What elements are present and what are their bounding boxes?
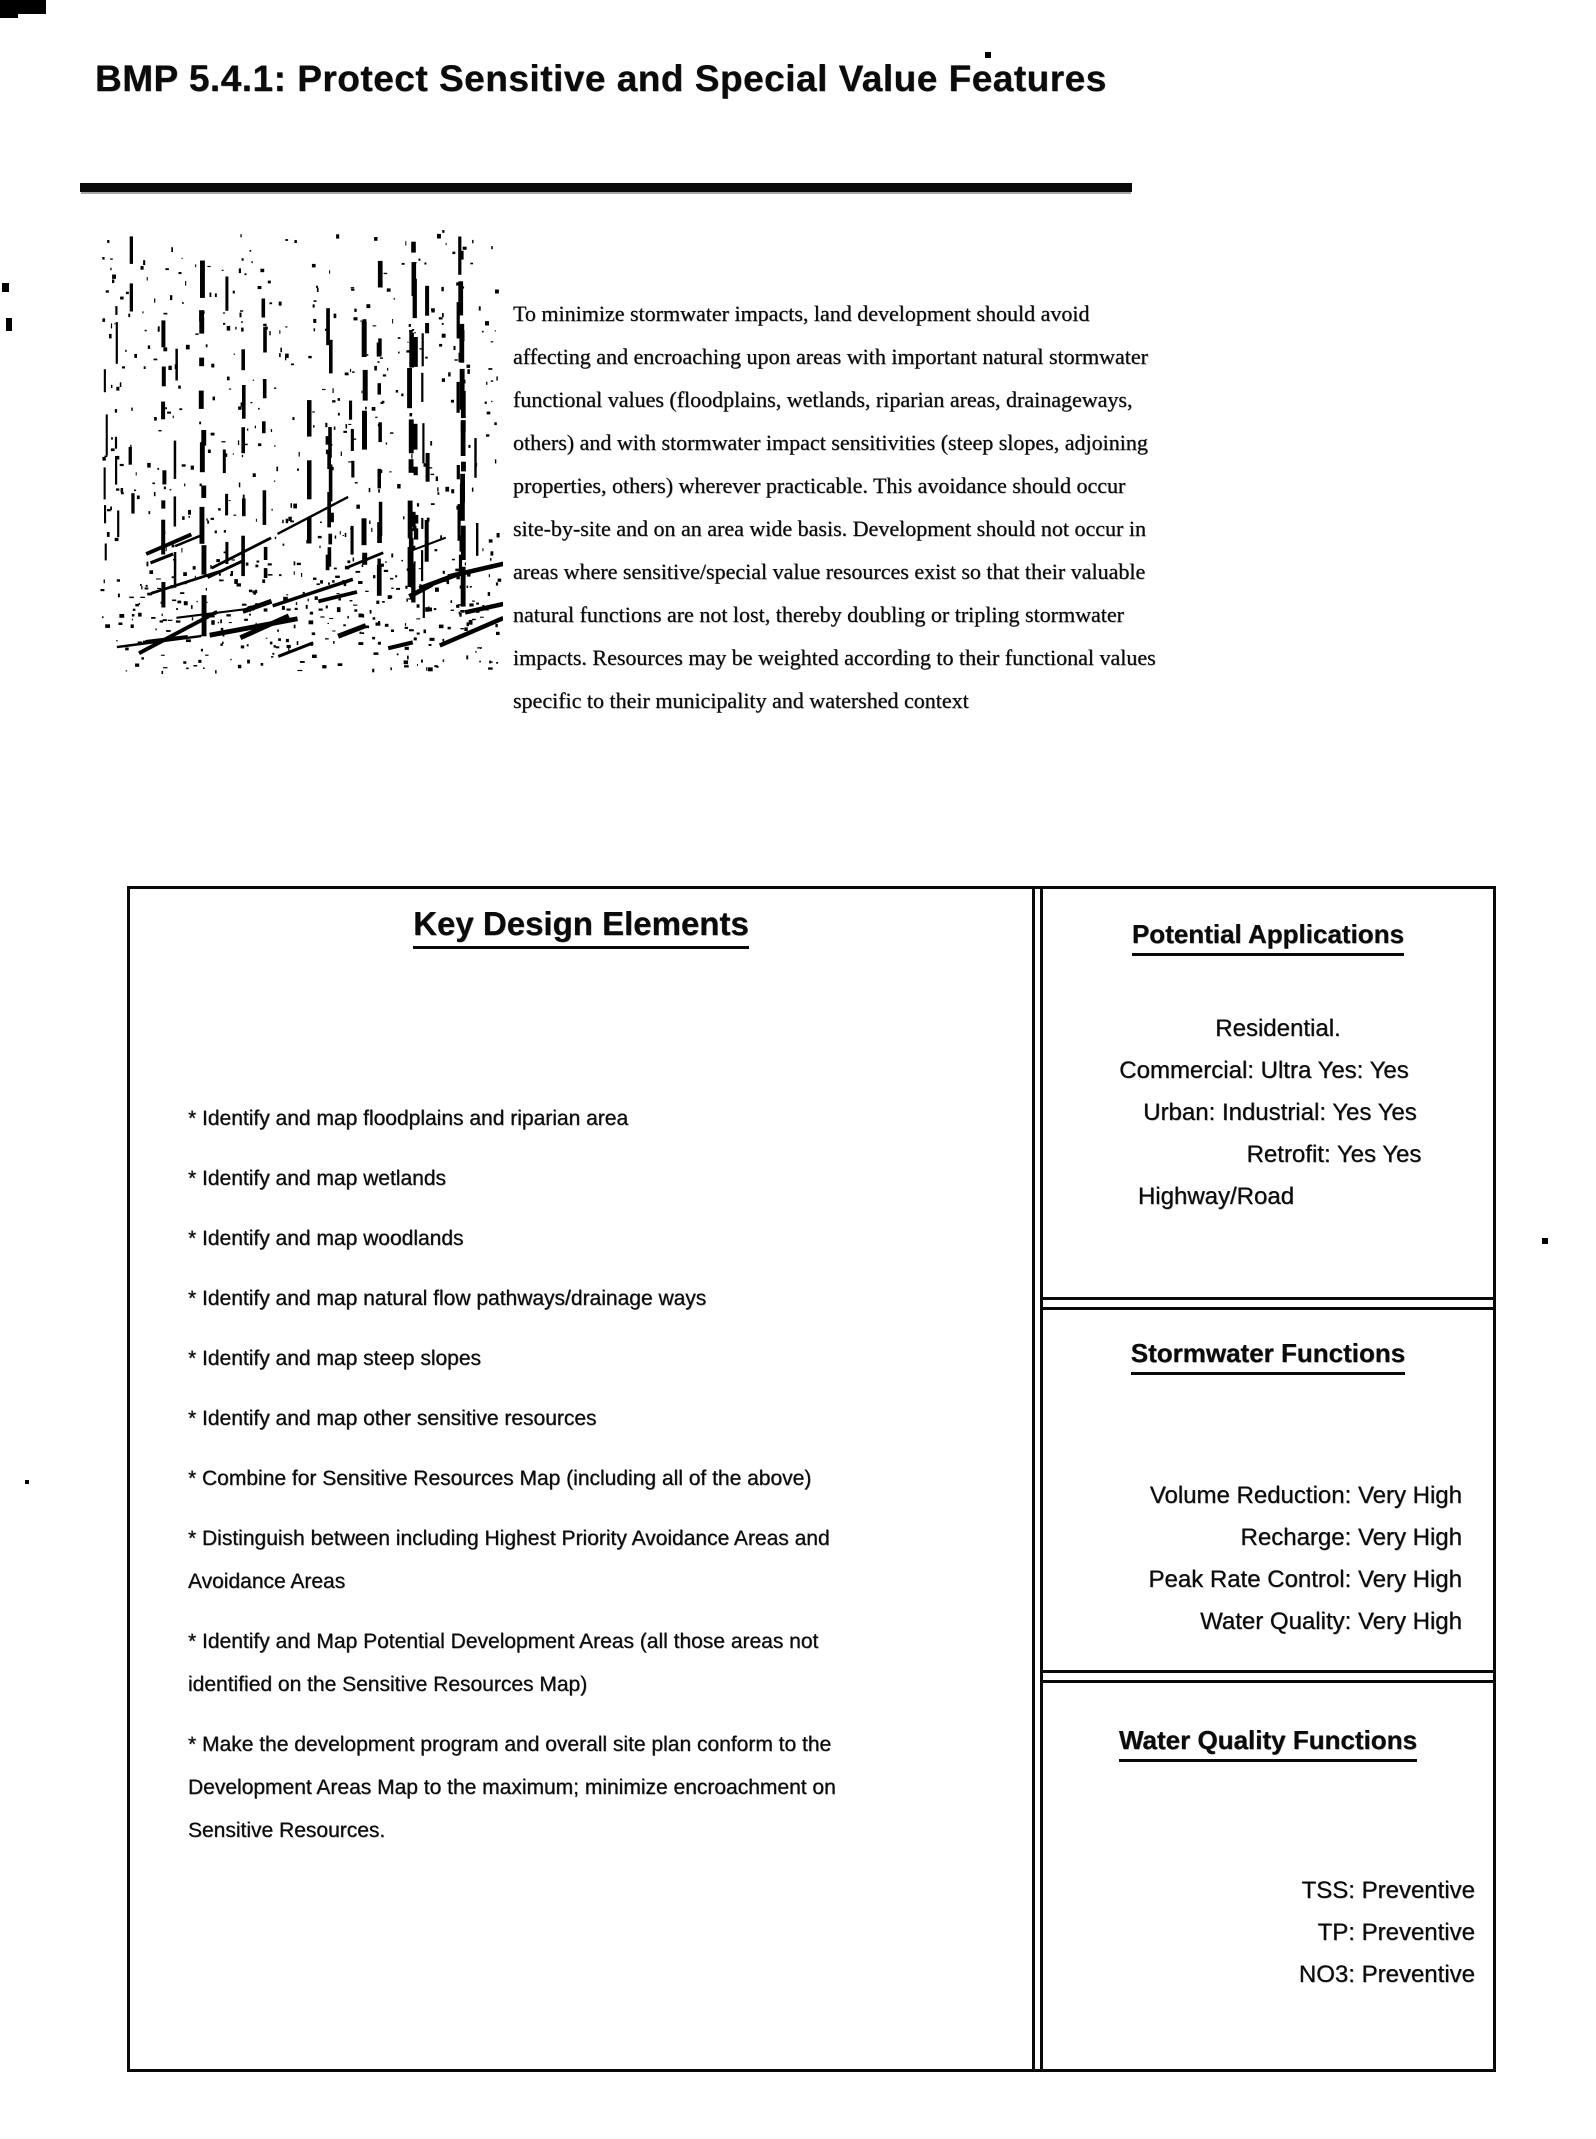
water-quality-functions-lines (1043, 1870, 1493, 1996)
section-divider (1043, 1297, 1493, 1310)
stormwater-functions-lines (1043, 1475, 1493, 1643)
ink-speck (1542, 1238, 1548, 1244)
application-line: Retrofit: Yes Yes (1246, 1141, 1422, 1168)
list-item: * Make the development program and overall site plan conform to the Development Areas Map to the maximum; minimize encroachment on Sensitive Resources. (188, 1723, 893, 1852)
page-title: BMP 5.4.1: Protect Sensitive and Special Value Features (95, 58, 1107, 99)
function-line: Peak Rate Control: Very High (1148, 1566, 1462, 1593)
list-item: * Identify and map steep slopes (188, 1337, 893, 1380)
section-divider (1043, 1670, 1493, 1683)
function-line: TP: Preventive (1317, 1919, 1475, 1946)
function-line: NO3: Preventive (1298, 1961, 1475, 1988)
list-item: * Distinguish between including Highest Priority Avoidance Areas and Avoidance Areas (188, 1517, 893, 1603)
list-item: * Identify and map woodlands (188, 1217, 893, 1260)
function-line: Volume Reduction: Very High (1149, 1482, 1462, 1509)
title-rule (80, 183, 1132, 192)
summary-column (1043, 889, 1493, 2069)
bmp-summary-table (127, 886, 1496, 2072)
water-quality-functions-heading: Water Quality Functions (1043, 1725, 1493, 1762)
key-design-elements-list (188, 1097, 1032, 1852)
application-line: Commercial: Ultra Yes: Yes (1119, 1057, 1409, 1084)
water-quality-functions-section (1043, 1683, 1493, 2069)
application-line: Highway/Road (1137, 1183, 1295, 1210)
function-line: Recharge: Very High (1240, 1524, 1462, 1551)
list-item: * Identify and map floodplains and riparian area (188, 1097, 893, 1140)
list-item: * Identify and Map Potential Development Areas (all those areas not identified on the Sensitive Resources Map) (188, 1620, 893, 1706)
list-item: * Identify and map natural flow pathways/drainage ways (188, 1277, 893, 1320)
potential-applications-lines (1043, 1008, 1493, 1218)
forest-sketch-image (95, 200, 503, 678)
function-line: Water Quality: Very High (1200, 1608, 1462, 1635)
forest-illustration (95, 200, 503, 678)
function-line: TSS: Preventive (1301, 1877, 1475, 1904)
stormwater-functions-heading: Stormwater Functions (1043, 1338, 1493, 1375)
ink-speck (2, 283, 9, 292)
application-line: Residential. (1215, 1015, 1341, 1042)
list-item: * Identify and map wetlands (188, 1157, 893, 1200)
ink-speck (0, 10, 18, 18)
stormwater-functions-section (1043, 1310, 1493, 1670)
key-design-elements-cell (130, 889, 1032, 2069)
ink-speck (25, 1480, 29, 1484)
application-line: Urban: Industrial: Yes Yes (1143, 1099, 1417, 1126)
intro-paragraph: To minimize stormwater impacts, land development should avoid affecting and encroaching upon areas with important natural stormwater functional values (floodplains, wetlands, riparian areas, drainageways, others) and with stormwater impact sensitivities (steep slopes, adjoining properties, others) wherever practicable. This avoidance should occur site-by-site and on an area wide basis. Development should not occur in areas where sensitive/special value resources exist so that their valuable natural functions are not lost, thereby doubling or tripling stormwater impacts. Resources may be weighted according to their functional values specific to their municipality and watershed context (513, 301, 1156, 713)
ink-speck (6, 318, 12, 331)
potential-applications-section (1043, 889, 1493, 1297)
list-item: * Identify and map other sensitive resources (188, 1397, 893, 1440)
list-item: * Combine for Sensitive Resources Map (including all of the above) (188, 1457, 893, 1500)
potential-applications-heading: Potential Applications (1043, 919, 1493, 956)
key-design-elements-heading: Key Design Elements (130, 905, 1032, 949)
